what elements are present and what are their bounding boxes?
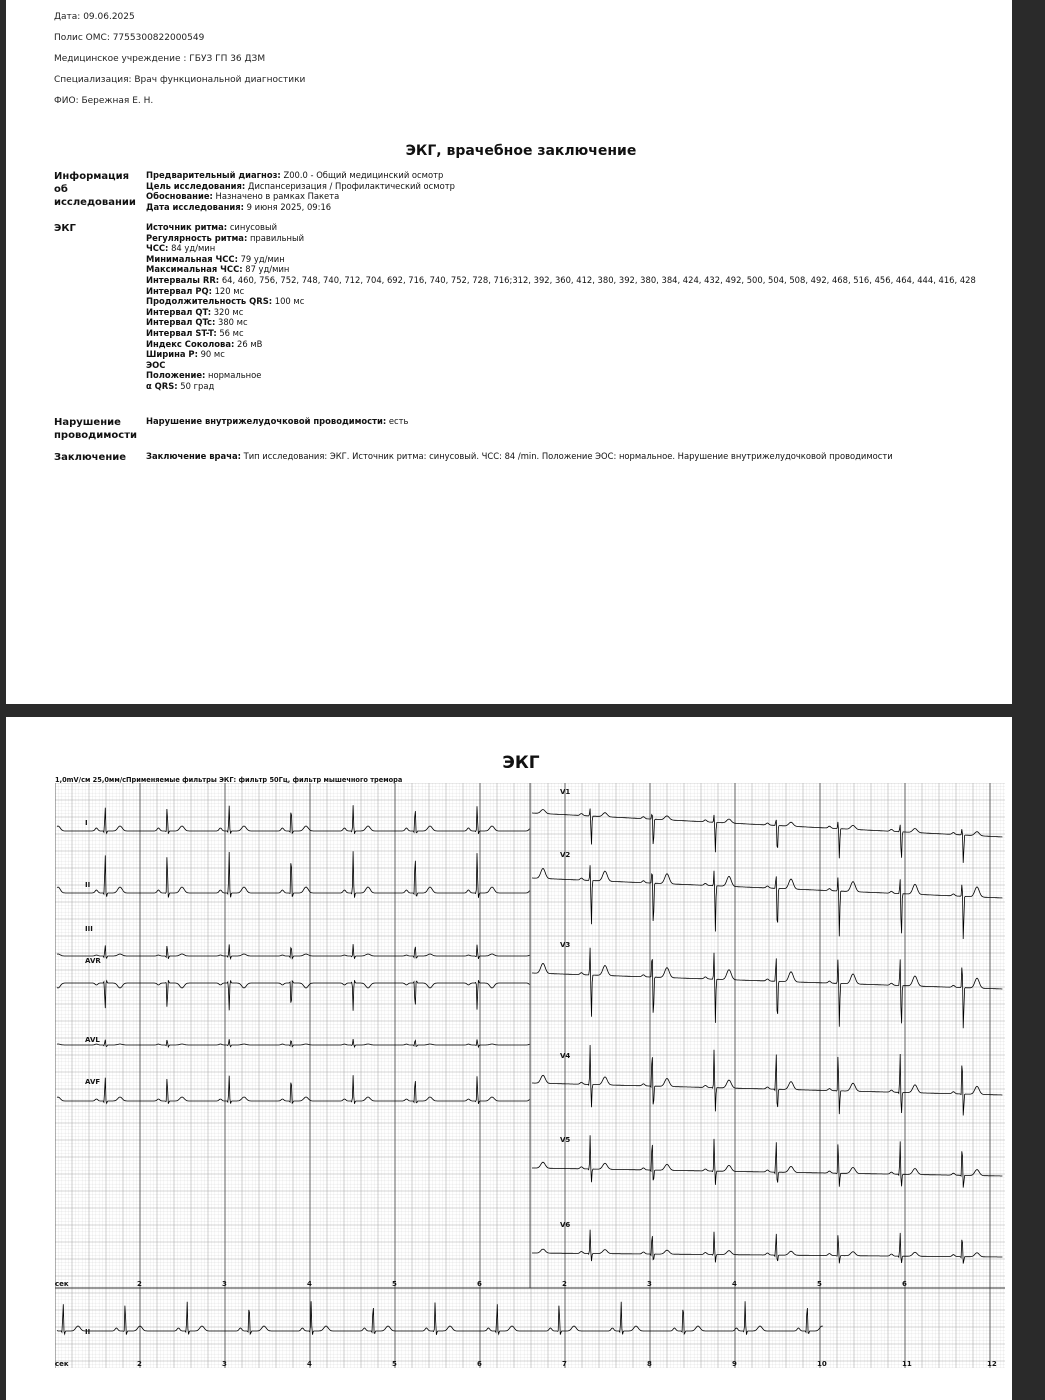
axis-tick-top: 6 [902,1280,907,1288]
lead-label-avr: AVR [85,957,101,965]
ecg-row [146,307,976,318]
axis-tick-top: 2 [137,1280,142,1288]
header-institution: Медицинское учреждение : ГБУЗ ГП 36 ДЗМ [54,54,266,64]
info-row [146,202,976,213]
axis-tick-top: 3 [647,1280,652,1288]
axis-tick-bottom: 2 [137,1360,142,1368]
conduction-row [146,416,976,427]
info-row [146,170,976,181]
ecg-row-key: ЭОС [146,359,166,370]
ecg-row-value: 100 мс [272,296,305,307]
info-row-key: Обоснование: [146,191,213,202]
axis-tick-bottom: 7 [562,1360,567,1368]
info-row-value: Диспансеризация / Профилактический осмотр [245,180,455,191]
ecg-row-key: ЧСС: [146,243,169,254]
header-specialization: Специализация: Врач функциональной диагностики [54,75,306,85]
info-row-value: 9 июня 2025, 09:16 [244,201,332,212]
document-title: ЭКГ, врачебное заключение [405,143,637,159]
ecg-row-key: Ширина P: [146,349,198,360]
ecg-caption: 1,0mV/см 25,0мм/сПрименяемые фильтры ЭКГ: фильтр 50Гц, фильтр мышечного тремора [55,776,403,784]
section-body-conduction [146,416,976,427]
ecg-row [146,275,976,286]
lead-V4-trace [532,1045,1002,1116]
ecg-row [146,264,976,275]
ecg-row [146,370,976,381]
conduction-row-key: Нарушение внутрижелудочковой проводимости: [146,416,387,426]
ecg-row [146,360,976,371]
ecg-row-value: 79 уд/мин [237,253,285,264]
conclusion-row-value: Тип исследования: ЭКГ. Источник ритма: синусовый. ЧСС: 84 /min. Положение ЭОС: нормальное. Нарушение внутрижелудочковой проводимости [240,451,893,461]
ecg-row-key: Максимальная ЧСС: [146,264,243,275]
ecg-row [146,349,976,360]
conclusion-row [146,451,976,462]
ecg-row [146,286,976,297]
info-row-key: Цель исследования: [146,180,246,191]
ecg-row-key: Положение: [146,370,206,381]
axis-tick-top: 4 [307,1280,312,1288]
axis-tick-bottom: 4 [307,1360,312,1368]
ecg-row [146,339,976,350]
ecg-row [146,222,976,233]
lead-label-avf: AVF [85,1078,101,1086]
axis-tick-top: 4 [732,1280,737,1288]
section-label-conclusion: Заключение [54,452,127,463]
ecg-row-key: Интервал QTc: [146,317,216,328]
section-body-ecg [146,222,976,392]
ecg-row [146,381,976,392]
info-row [146,191,976,202]
ecg-row-value: нормальное [205,370,262,381]
ecg-row [146,243,976,254]
ecg-row-value: 64, 460, 756, 752, 748, 740, 712, 704, 692, 716, 740, 752, 728, 716;312, 392, 360, 412, 380, 392, 380, 384, 424, 432, 492, 500, 504, 508, 492, 468, 516, 456, 464, 444, 416, 428 [219,274,976,285]
section-body-conclusion [146,451,976,462]
ecg-row-key: Регулярность ритма: [146,232,248,243]
ecg-row-value: 380 мс [215,317,248,328]
axis-tick-top: 2 [562,1280,567,1288]
ecg-row [146,328,976,339]
lead-label-v6: V6 [560,1221,571,1229]
lead-label-i: I [85,819,88,827]
ecg-row-value: 90 мс [197,349,225,360]
lead-label-v3: V3 [560,941,571,949]
lead-label-v5: V5 [560,1136,571,1144]
ecg-row-key: Интервалы RR: [146,274,220,285]
axis-tick-bottom: 6 [477,1360,482,1368]
axis-tick-bottom: 8 [647,1360,652,1368]
ecg-row-key: Интервал ST-T: [146,327,217,338]
ecg-row-value: 26 мВ [234,338,263,349]
ecg-row-value: 120 мс [211,285,245,296]
ecg-row-key: Минимальная ЧСС: [146,253,238,264]
lead-label-v2: V2 [560,851,571,859]
axis-unit-bottom: сек [55,1360,69,1368]
lead-label-ii: II [85,881,91,889]
ecg-row-value: 84 уд/мин [168,243,216,254]
axis-tick-bottom: 12 [987,1360,997,1368]
info-row [146,181,976,192]
rhythm-strip-trace [57,1301,823,1335]
ecg-row-key: α QRS: [146,380,178,391]
ecg-row [146,233,976,244]
axis-tick-top: 6 [477,1280,482,1288]
axis-unit-top: сек [55,1280,69,1288]
lead-V6-trace [532,1230,1002,1264]
info-row-value: Z00.0 - Общий медицинский осмотр [280,170,444,180]
axis-tick-bottom: 9 [732,1360,737,1368]
ecg-page [6,717,1012,1400]
info-row-key: Дата исследования: [146,201,244,212]
axis-tick-bottom: 11 [902,1360,912,1368]
ecg-row-value: синусовый [227,222,278,232]
ecg-row [146,317,976,328]
info-row-key: Предварительный диагноз: [146,170,281,180]
ecg-row [146,254,976,265]
ecg-row-key: Интервал QT: [146,306,212,317]
lead-V5-trace [532,1135,1002,1187]
axis-tick-bottom: 10 [817,1360,827,1368]
report-page [6,0,1012,704]
conclusion-row-key: Заключение врача: [146,451,241,461]
section-label-conduction: Нарушение проводимости [54,417,137,441]
ecg-row-key: Продолжительность QRS: [146,296,273,307]
axis-tick-top: 5 [817,1280,822,1288]
section-body-info [146,170,976,212]
lead-label-avl: AVL [85,1036,100,1044]
header-fio: ФИО: Бережная Е. Н. [54,96,154,106]
axis-tick-bottom: 3 [222,1360,227,1368]
ecg-row-key: Источник ритма: [146,222,228,232]
ecg-row-value: правильный [247,232,305,243]
ecg-row-value: 56 мс [216,327,244,338]
info-row-value: Назначено в рамках Пакета [212,191,340,202]
ecg-row-value: 87 уд/мин [242,264,290,275]
lead-label-iii: III [85,925,93,933]
header-date: Дата: 09.06.2025 [54,12,135,22]
ecg-row-key: Интервал PQ: [146,285,212,296]
ecg-tracing [55,783,1005,1368]
ecg-row-key: Индекс Соколова: [146,338,235,349]
ecg-row-value: 50 град [177,380,215,391]
axis-tick-top: 3 [222,1280,227,1288]
lead-label-rhythm: II [85,1328,91,1336]
lead-V1-trace [532,809,1002,863]
conduction-row-value: есть [386,416,409,426]
ecg-row-value: 320 мс [211,306,244,317]
lead-label-v4: V4 [560,1052,571,1060]
header-policy: Полис ОМС: 7755300822000549 [54,33,205,43]
section-label-info: Информация об исследовании [54,171,136,208]
axis-tick-bottom: 5 [392,1360,397,1368]
ecg-row [146,296,976,307]
lead-label-v1: V1 [560,788,571,796]
axis-tick-top: 5 [392,1280,397,1288]
section-label-ecg: ЭКГ [54,223,76,234]
ecg-title: ЭКГ [502,753,540,773]
